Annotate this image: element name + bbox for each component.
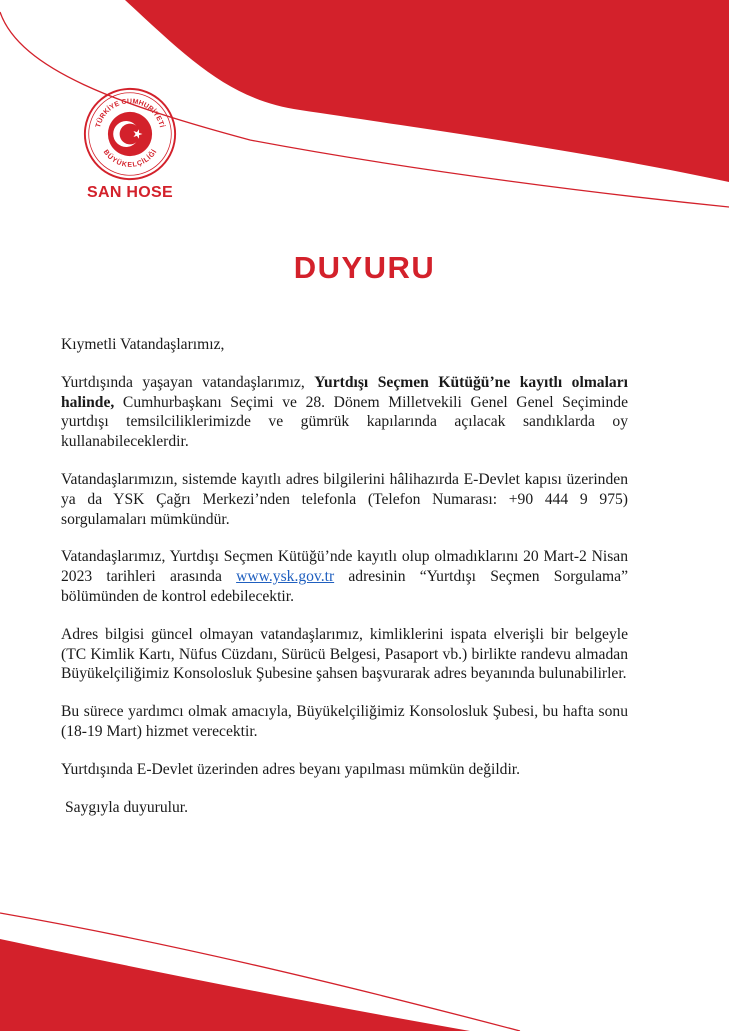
ysk-website-link[interactable]: www.ysk.gov.tr	[236, 568, 335, 586]
paragraph-5: Bu sürece yardımcı olmak amacıyla, Büyükelçiliğimiz Konsolosluk Şubesi, bu hafta sonu (18-19 Mart) hizmet verecektir.	[61, 703, 628, 740]
emblem-bottom-text: BÜYÜKELÇİLİĞİ	[101, 148, 159, 169]
paragraph-6: Yurtdışında E-Devlet üzerinden adres beyanı yapılması mümkün değildir.	[61, 760, 521, 778]
emblem-top-text: TÜRKİYE CUMHURİYETİ	[94, 98, 165, 129]
footer-decoration	[0, 911, 729, 1031]
paragraph-1-text-b: Cumhurbaşkanı Seçimi ve 28. Dönem Milletvekili Genel Genel Seçiminde yurtdışı temsilciliklerimizde ve gümrük kapılarında açılacak sandıklarda oy kullanabileceklerdir.	[61, 393, 628, 451]
paragraph-2: Vatandaşlarımızın, sistemde kayıtlı adres bilgilerini hâlihazırda E-Devlet kapısı üzerinden ya da YSK Çağrı Merkezi’nden telefonla (Telefon Numarası: +90 444 9 975) sorgulamaları mümkündür.	[61, 470, 628, 528]
embassy-emblem	[82, 86, 178, 182]
paragraph-3-text-a: Vatandaşlarımız, Yurtdışı Seçmen Kütüğü’nde kayıtlı olup olmadıklarını 20 Mart-2 Nisan 2023 tarihleri arasında	[61, 548, 628, 586]
mission-label: SAN HOSE	[87, 184, 173, 201]
greeting: Kıymetli Vatandaşlarımız,	[61, 336, 225, 353]
paragraph-3-text-b: adresinin “Yurtdışı Seçmen Sorgulama” bölümünden de kontrol edebilecektir.	[61, 568, 628, 605]
announcement-body	[61, 335, 628, 835]
document-title: DUYURU	[293, 250, 436, 285]
paragraph-4: Adres bilgisi güncel olmayan vatandaşlarımız, kimliklerini ispata elverişli bir belgeyle (TC Kimlik Kartı, Nüfus Cüzdanı, Sürücü Belgesi, Pasaport vb.) birlikte randevu almadan Büyükelçiliğimiz Konsolosluk Şubesine şahsen başvurarak adres beyanında bulunabilirler.	[61, 625, 628, 683]
paragraph-3	[61, 547, 628, 606]
paragraph-1-text-a: Yurtdışında yaşayan vatandaşlarımız,	[61, 373, 315, 391]
paragraph-1-bold: Yurtdışı Seçmen Kütüğü’ne kayıtlı olmaları halinde,	[61, 373, 628, 411]
closing-line: Saygıyla duyurulur.	[65, 798, 189, 816]
paragraph-1	[61, 373, 628, 452]
